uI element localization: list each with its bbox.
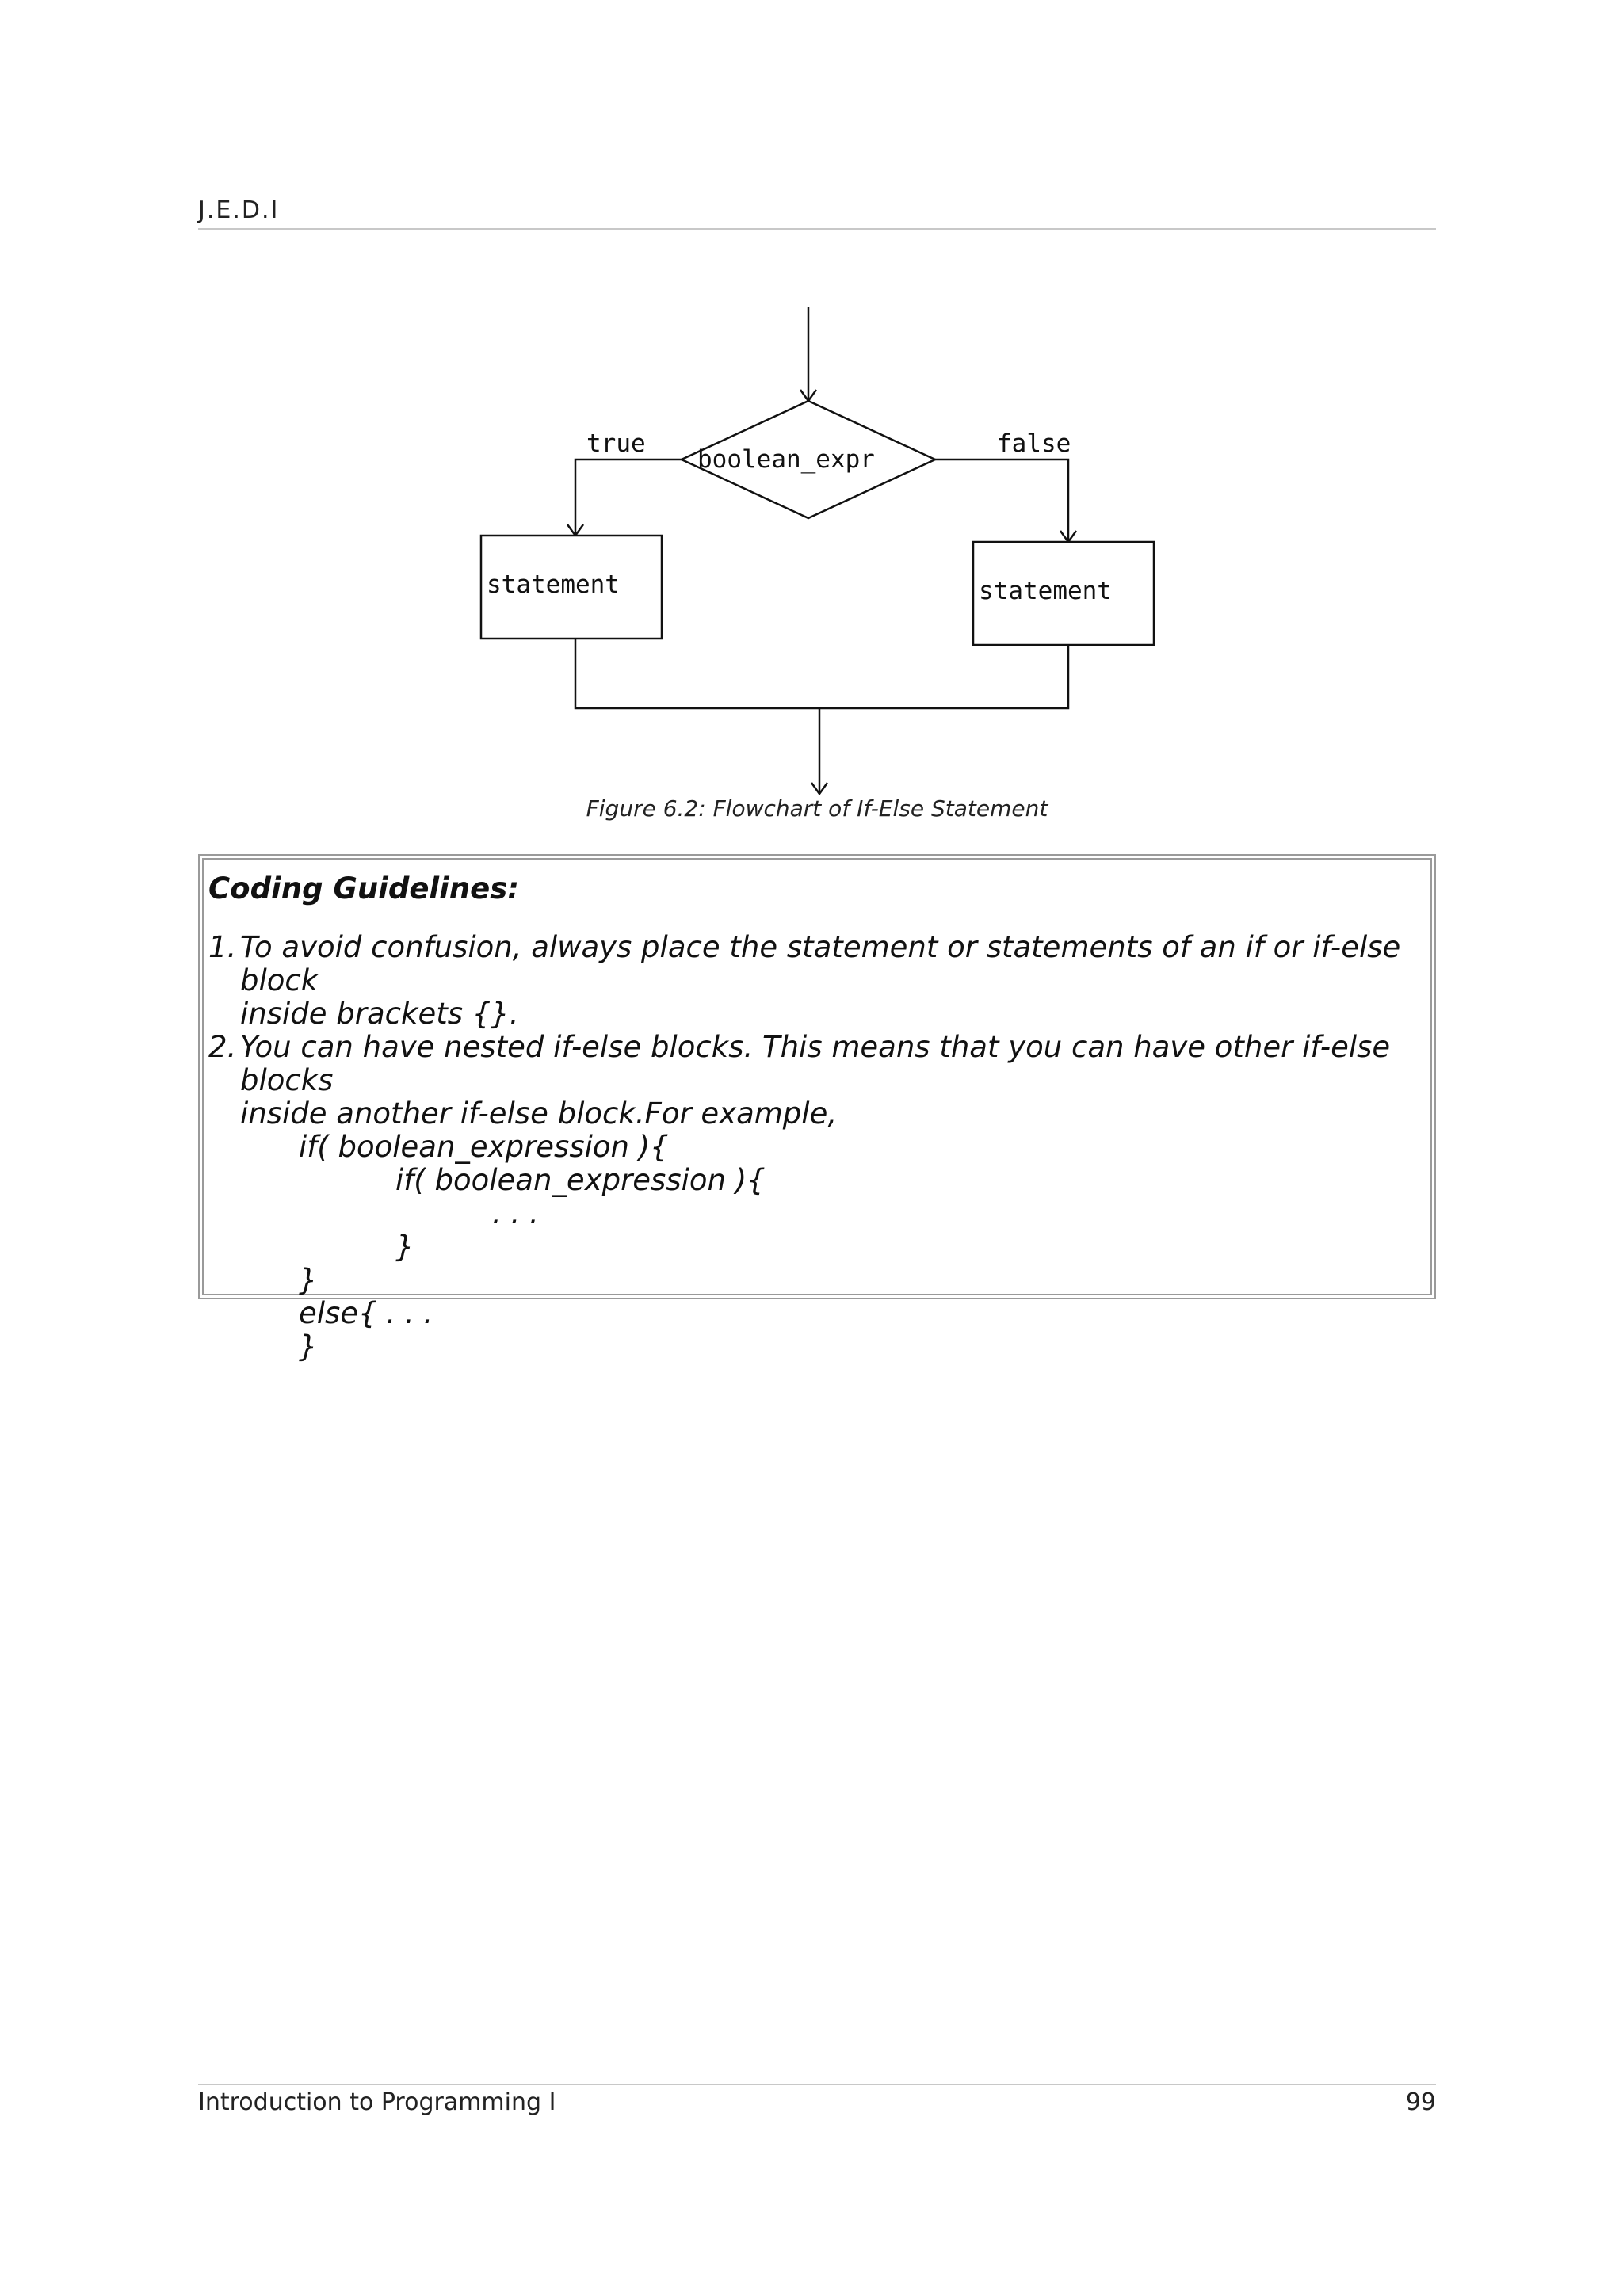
false-statement-label: statement (979, 577, 1112, 605)
guideline-text-line: You can have nested if-else blocks. This means that you can have other if-else blocks (240, 1030, 1391, 1097)
decision-label: boolean_expr (697, 445, 875, 474)
false-label: false (997, 429, 1071, 458)
true-label: true (586, 429, 646, 458)
code-line: } (395, 1230, 414, 1264)
code-line: . . . (492, 1196, 539, 1230)
if-else-flowchart (468, 301, 1181, 800)
coding-guidelines-inner (202, 858, 1432, 1363)
merge-line (575, 639, 1068, 708)
code-line: if( boolean_expression ){ (299, 1130, 669, 1164)
guideline-number: 1. (208, 930, 237, 964)
header-divider (198, 228, 1436, 230)
guideline-item-2 (208, 1031, 1429, 1363)
guideline-text-line: inside another if-else block.For example, (240, 1097, 838, 1131)
false-branch-line (935, 460, 1068, 542)
guideline-item-1 (208, 931, 1429, 1031)
guideline-text-line: inside brackets {}. (240, 997, 519, 1031)
guidelines-title: Coding Guidelines: (208, 871, 520, 906)
coding-guidelines-box (198, 854, 1436, 1363)
code-line: else{ . . . (299, 1296, 433, 1330)
guideline-text-line: To avoid confusion, always place the statement or statements of an if or if-else block (240, 930, 1401, 997)
footer-divider (198, 2084, 1436, 2085)
code-line: if( boolean_expression ){ (395, 1163, 766, 1197)
guideline-number: 2. (208, 1030, 237, 1064)
page-number: 99 (1405, 2088, 1436, 2116)
true-statement-label: statement (487, 570, 620, 599)
true-branch-line (575, 460, 682, 536)
code-line: } (299, 1329, 318, 1363)
page-header: J.E.D.I (198, 196, 280, 224)
guidelines-list (208, 931, 1429, 1363)
code-line: } (299, 1263, 318, 1297)
figure-caption: Figure 6.2: Flowchart of If-Else Statement (586, 795, 1048, 822)
footer-title: Introduction to Programming I (198, 2088, 556, 2116)
